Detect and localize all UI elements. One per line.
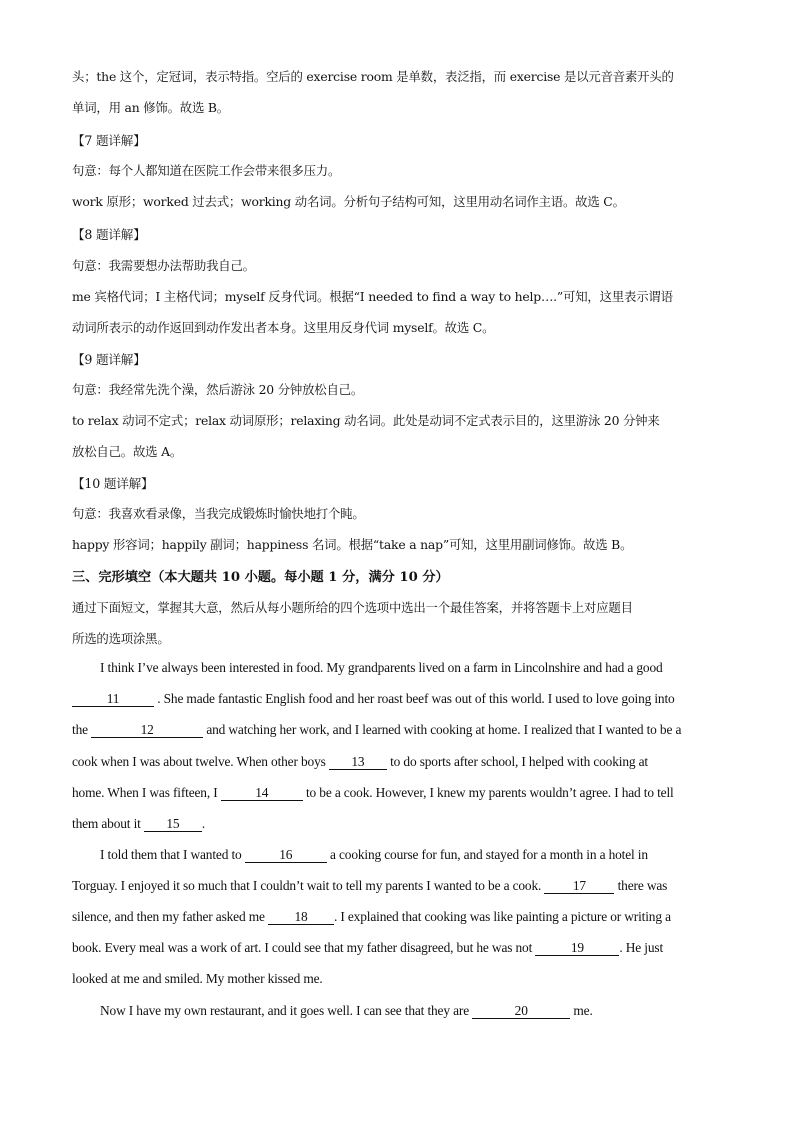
passage-p2-line-4 [72,940,663,956]
heading-10: 【10 题详解】 [72,476,154,491]
passage-text: the [72,722,88,737]
passage-p1-line-6 [72,816,205,832]
passage-p2-line-3 [72,909,671,925]
blank-19: 19 [535,941,619,956]
passage-text: a cooking course for fun, and stayed for a month in a hotel in [329,847,648,862]
blank-12: 12 [91,723,203,738]
passage-text: cook when I was about twelve. When other boys [72,754,326,769]
passage-p1-line-1: I think I’ve always been interested in food. My grandparents lived on a farm in Lincolnshire and had a good [100,660,663,675]
passage-text: them about it [72,816,141,831]
heading-8: 【8 题详解】 [72,227,146,242]
passage-text: to be a cook. However, I knew my parents wouldn’t agree. I had to tell [305,785,674,800]
passage-p3-line-1 [100,1003,593,1019]
passage-text: home. When I was fifteen, I [72,785,218,800]
passage-p1-line-2 [72,691,675,707]
analysis-8-line-2: 动词所表示的动作返回到动作发出者本身。这里用反身代词 myself。故选 C。 [72,320,495,335]
blank-17: 17 [544,879,614,894]
analysis-8-line-1: me 宾格代词；I 主格代词；myself 反身代词。根据“I needed to find a way to help….”可知，这里表示谓语 [72,289,673,304]
explanation-6-line-2: 单词，用 an 修饰。故选 B。 [72,100,229,115]
analysis-9-line-1: to relax 动词不定式；relax 动词原形；relaxing 动名词。此处是动词不定式表示目的，这里游泳 20 分钟来 [72,413,660,428]
blank-11: 11 [72,692,154,707]
passage-text: . I explained that cooking was like painting a picture or writing a [333,909,671,924]
section-3-instruction-line-2: 所选的选项涂黑。 [72,631,170,646]
section-3-instruction-line-1: 通过下面短文，掌握其大意，然后从每小题所给的四个选项中选出一个最佳答案，并将答题卡上对应题目 [72,600,633,615]
passage-text: Now I have my own restaurant, and it goes well. I can see that they are [100,1003,469,1018]
meaning-7: 句意：每个人都知道在医院工作会带来很多压力。 [72,163,341,178]
blank-18: 18 [268,910,334,925]
passage-text: . She made fantastic English food and her roast beef was out of this world. I used to love going into [157,691,675,706]
meaning-10: 句意：我喜欢看录像，当我完成锻炼时愉快地打个盹。 [72,506,365,521]
analysis-10: happy 形容词；happily 副词；happiness 名词。根据“take a nap”可知，这里用副词修饰。故选 B。 [72,537,633,552]
heading-7: 【7 题详解】 [72,133,146,148]
passage-p2-line-2 [72,878,667,894]
meaning-9: 句意：我经常先洗个澡，然后游泳 20 分钟放松自己。 [72,382,364,397]
blank-16: 16 [245,848,327,863]
blank-15: 15 [144,817,202,832]
heading-9: 【9 题详解】 [72,352,146,367]
section-3-title: 三、完形填空（本大题共 10 小题。每小题 1 分，满分 10 分） [72,570,449,585]
blank-20: 20 [472,1004,570,1019]
passage-p1-line-5 [72,785,674,801]
analysis-9-line-2: 放松自己。故选 A。 [72,444,183,459]
passage-text: . He just [619,940,664,955]
passage-text: I told them that I wanted to [100,847,242,862]
passage-p1-line-3 [72,722,681,738]
passage-text: and watching her work, and I learned with cooking at home. I realized that I wanted to be a [206,722,682,737]
passage-text: Torguay. I enjoyed it so much that I couldn’t wait to tell my parents I wanted to be a cook. [72,878,542,893]
passage-text: silence, and then my father asked me [72,909,265,924]
passage-text: book. Every meal was a work of art. I could see that my father disagreed, but he was not [72,940,533,955]
analysis-7: work 原形；worked 过去式；working 动名词。分析句子结构可知，这里用动名词作主语。故选 C。 [72,194,625,209]
passage-text: to do sports after school, I helped with cooking at [390,754,648,769]
blank-13: 13 [329,755,387,770]
passage-text: . [201,816,206,831]
passage-text: me. [573,1003,593,1018]
explanation-6-line-1: 头；the 这个，定冠词，表示特指。空后的 exercise room 是单数，表泛指，而 exercise 是以元音音素开头的 [72,69,674,84]
blank-14: 14 [221,786,303,801]
meaning-8: 句意：我需要想办法帮助我自己。 [72,258,255,273]
passage-p1-line-4 [72,754,648,770]
passage-text: there was [617,878,668,893]
passage-p2-line-1 [100,847,648,863]
passage-p2-line-5: looked at me and smiled. My mother kissed me. [72,971,323,986]
